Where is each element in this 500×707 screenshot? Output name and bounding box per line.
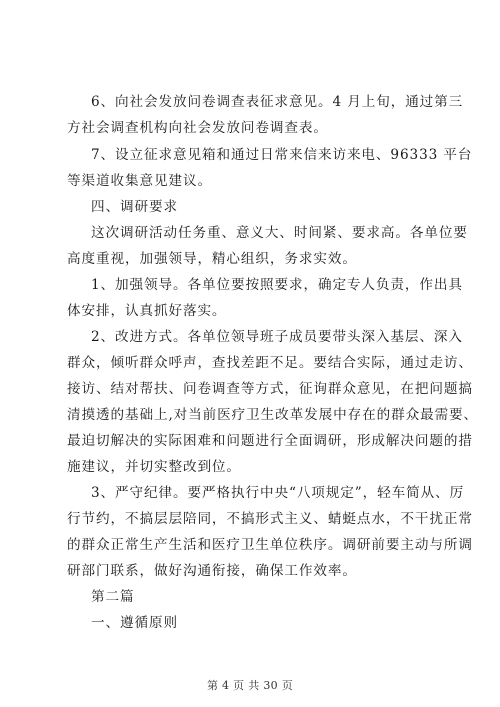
- paragraph-line: 的群众正常生产生活和医疗卫生单位秩序。调研前要主动与所调: [67, 537, 473, 553]
- section-heading: 第二篇: [91, 589, 135, 605]
- paragraph-line: 最迫切解决的实际困难和问题进行全面调研，形成解决问题的措: [67, 433, 473, 449]
- paragraph-line: 施建议，并切实整改到位。: [67, 459, 241, 475]
- paragraph-line: 体安排，认真抓好落实。: [67, 303, 227, 319]
- paragraph-line: 清摸透的基础上,对当前医疗卫生改革发展中存在的群众最需要、: [67, 407, 479, 423]
- section-heading: 一、遵循原则: [91, 615, 178, 631]
- page-footer: 第 4 页 共 30 页: [206, 679, 294, 692]
- paragraph-line: 行节约，不搞层层陪同，不搞形式主义、蜻蜓点水，不干扰正常: [67, 511, 473, 527]
- paragraph-line: 研部门联系，做好沟通衔接，确保工作效率。: [67, 563, 357, 579]
- paragraph-line: 接访、结对帮扶、问卷调查等方式，征询群众意见，在把问题搞: [67, 381, 473, 397]
- paragraph-line: 1、加强领导。各单位要按照要求，确定专人负责，作出具: [91, 277, 463, 293]
- paragraph-line: 群众，倾听群众呼声，查找差距不足。要结合实际，通过走访、: [67, 355, 473, 371]
- paragraph-line: 2、改进方式。各单位领导班子成员要带头深入基层、深入: [91, 329, 463, 345]
- paragraph-line: 6、向社会发放问卷调查表征求意见。4 月上旬，通过第三: [91, 94, 464, 110]
- paragraph-line: 3、严守纪律。要严格执行中央“八项规定”，轻车简从、厉: [91, 485, 465, 501]
- paragraph-line: 方社会调查机构向社会发放问卷调查表。: [67, 120, 328, 136]
- paragraph-line: 这次调研活动任务重、意义大、时间紧、要求高。各单位要: [91, 225, 468, 241]
- paragraph-line: 7、设立征求意见箱和通过日常来信来访来电、96333 平台: [91, 147, 473, 163]
- paragraph-line: 等渠道收集意见建议。: [67, 173, 212, 189]
- section-heading: 四、调研要求: [91, 199, 178, 215]
- paragraph-line: 高度重视，加强领导，精心组织，务求实效。: [67, 251, 357, 267]
